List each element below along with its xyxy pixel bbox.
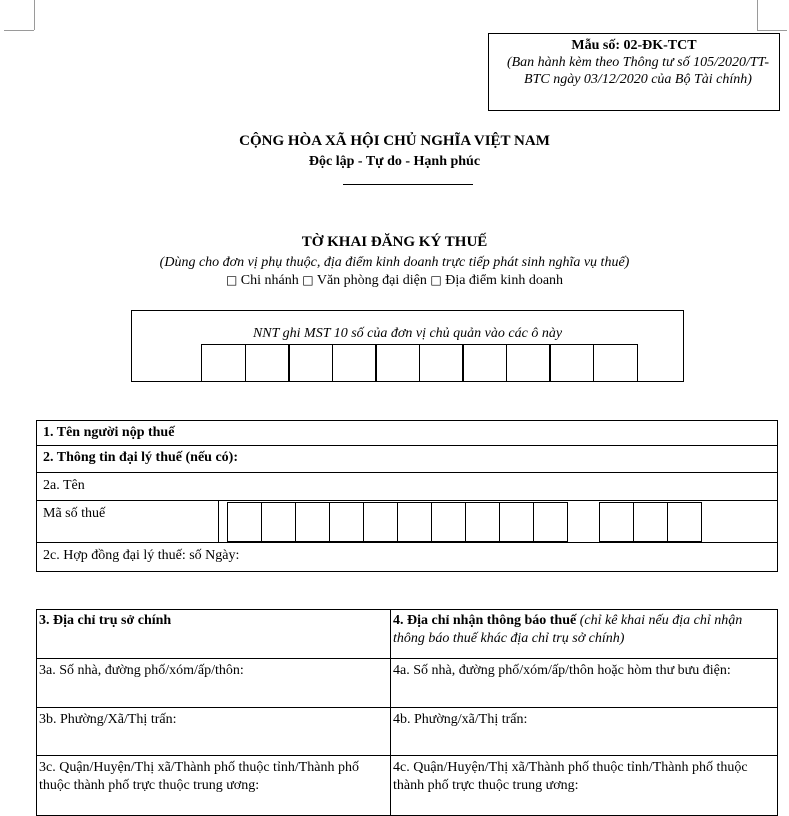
crop-mark-left — [34, 0, 35, 30]
form-title: TỜ KHAI ĐĂNG KÝ THUẾ — [301, 234, 488, 250]
agent-tax-code-cell[interactable] — [397, 502, 432, 542]
form-code-box — [488, 33, 780, 111]
section4-title: 4. Địa chỉ nhận thông báo thuế — [393, 613, 577, 628]
mst-digit-cell[interactable] — [201, 344, 246, 382]
crop-mark-right — [757, 0, 758, 30]
agent-tax-code-row — [37, 501, 778, 543]
hq-ward-field[interactable]: 3b. Phường/Xã/Thị trấn: — [37, 708, 391, 756]
agent-tax-code-cell[interactable] — [533, 502, 568, 542]
agent-tax-code-cell[interactable] — [329, 502, 364, 542]
mst-instruction: NNT ghi MST 10 số của đơn vị chủ quản vào các ô này — [252, 326, 563, 341]
header-divider — [343, 184, 473, 185]
parent-mst-box — [131, 310, 684, 382]
mst-digit-cell[interactable] — [419, 344, 464, 382]
mst-digit-cell[interactable] — [462, 344, 507, 382]
checkbox-van-phong[interactable]: □ Văn phòng đại diện — [302, 273, 427, 288]
mst-digit-cell[interactable] — [332, 344, 377, 382]
agent-contract-field[interactable]: 2c. Hợp đồng đại lý thuế: số Ngày: — [37, 543, 778, 572]
form-code: Mẫu số: 02-ĐK-TCT — [571, 38, 697, 53]
form-subtitle: (Dùng cho đơn vị phụ thuộc, địa điểm kinh doanh trực tiếp phát sinh nghĩa vụ thuế) — [159, 255, 630, 270]
notice-ward-field[interactable]: 4b. Phường/xã/Thị trấn: — [391, 708, 778, 756]
agent-tax-code-cell[interactable] — [667, 502, 702, 542]
tax-code-divider — [218, 501, 219, 543]
checkbox-dia-diem[interactable]: □ Địa điểm kinh doanh — [430, 273, 564, 288]
hq-district-field[interactable]: 3c. Quận/Huyện/Thị xã/Thành phố thuộc tỉnh/Thành phố thuộc thành phố trực thuộc trung ương: — [37, 756, 391, 816]
mst-digit-cell[interactable] — [593, 344, 638, 382]
section4-title-cell — [391, 610, 778, 659]
agent-tax-code-cell[interactable] — [599, 502, 634, 542]
agent-tax-code-cell[interactable] — [465, 502, 500, 542]
hq-street-field[interactable]: 3a. Số nhà, đường phố/xóm/ấp/thôn: — [37, 659, 391, 708]
motto: Độc lập - Tự do - Hạnh phúc — [308, 154, 481, 169]
taxpayer-table — [36, 420, 778, 572]
option-label: Địa điểm kinh doanh — [445, 273, 564, 288]
agent-tax-code-cell[interactable] — [499, 502, 534, 542]
section1-label: 1. Tên người nộp thuế — [37, 421, 778, 446]
notice-street-field[interactable]: 4a. Số nhà, đường phố/xóm/ấp/thôn hoặc hòm thư bưu điện: — [391, 659, 778, 708]
mst-digit-cell[interactable] — [549, 344, 594, 382]
agent-name-field[interactable]: 2a. Tên — [37, 473, 778, 501]
mst-digit-cell[interactable] — [375, 344, 420, 382]
agent-tax-code-cell[interactable] — [633, 502, 668, 542]
agent-tax-code-cell[interactable] — [227, 502, 262, 542]
address-table — [36, 609, 778, 816]
mst-digit-cell[interactable] — [288, 344, 333, 382]
crop-mark-left-h — [4, 30, 34, 31]
agent-tax-code-cell[interactable] — [431, 502, 466, 542]
country-heading: CỘNG HÒA XÃ HỘI CHỦ NGHĨA VIỆT NAM — [239, 133, 550, 149]
agent-tax-code-cell[interactable] — [295, 502, 330, 542]
mst-digit-cell[interactable] — [245, 344, 290, 382]
checkbox-chi-nhanh[interactable]: □ Chi nhánh — [225, 273, 299, 288]
form-note: (Ban hành kèm theo Thông tư số 105/2020/TT-BTC ngày 03/12/2020 của Bộ Tài chính) — [506, 55, 770, 87]
section2-label: 2. Thông tin đại lý thuế (nếu có): — [37, 446, 778, 473]
section3-title: 3. Địa chỉ trụ sở chính — [37, 610, 391, 659]
section4-title-note: (chỉ kê khai nếu địa chỉ nhận thông báo thuế khác địa chỉ trụ sở chính) — [393, 613, 743, 646]
agent-tax-code-label: Mã số thuế — [43, 506, 106, 521]
crop-mark-right-h — [757, 30, 787, 31]
agent-tax-code-cell[interactable] — [363, 502, 398, 542]
notice-district-field[interactable]: 4c. Quận/Huyện/Thị xã/Thành phố thuộc tỉnh/Thành phố thuộc thành phố trực thuộc trung ương: — [391, 756, 778, 816]
agent-tax-code-cell[interactable] — [261, 502, 296, 542]
mst-digit-cell[interactable] — [506, 344, 551, 382]
unit-type-options — [0, 273, 789, 289]
option-label: Chi nhánh — [240, 273, 299, 288]
option-label: Văn phòng đại diện — [316, 273, 427, 288]
